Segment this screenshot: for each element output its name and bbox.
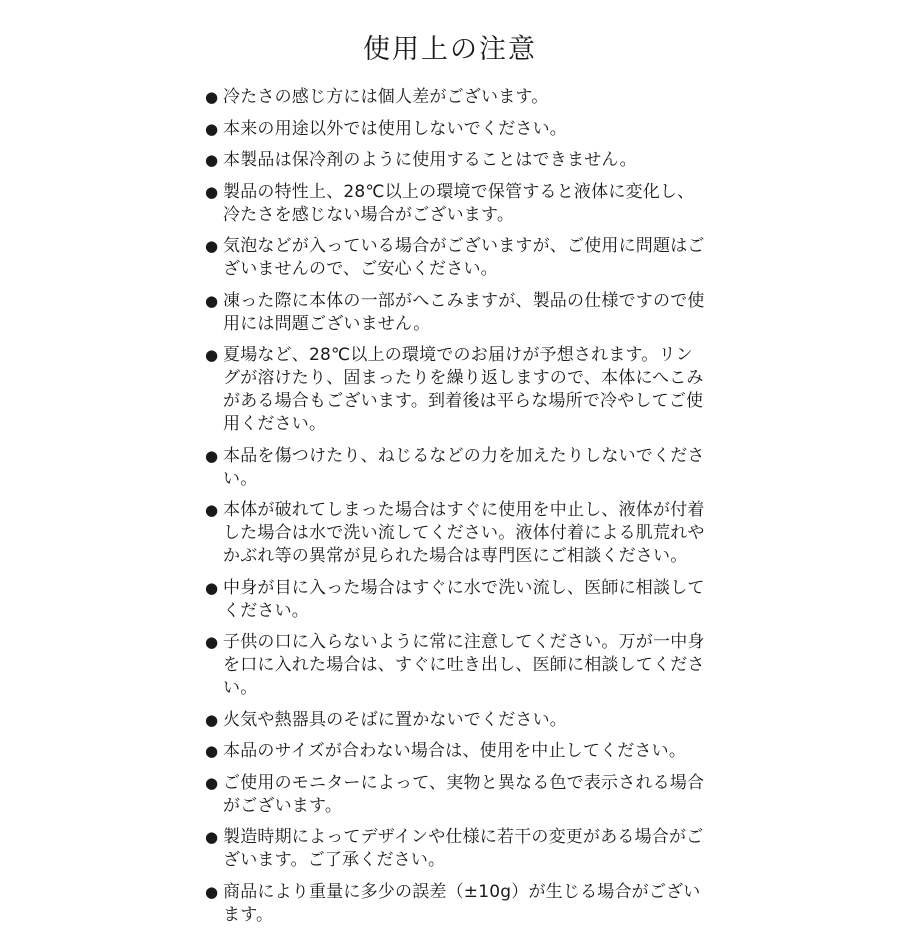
list-item [205, 499, 705, 568]
list-item [205, 290, 705, 336]
list-item [205, 631, 705, 700]
list-item [205, 149, 705, 172]
list-item [205, 772, 705, 818]
note-text: 凍った際に本体の一部がへこみますが、製品の仕様ですので使用には問題ございません。 [223, 290, 705, 334]
note-text: 気泡などが入っている場合がございますが、ご使用に問題はございませんので、ご安心ください。 [223, 236, 705, 279]
precautions-list [205, 86, 705, 935]
list-item [205, 344, 705, 436]
list-item [205, 235, 705, 281]
note-text: 製造時期によってデザインや仕様に若干の変更がある場合がございます。ご了承ください。 [223, 827, 704, 870]
bullet-icon: ● [205, 291, 219, 310]
note-text: 本品のサイズが合わない場合は、使用を中止してください。 [223, 741, 687, 761]
note-text: 冷たさの感じ方には個人差がございます。 [223, 87, 549, 107]
note-text: ご使用のモニターによって、実物と異なる色で表示される場合がございます。 [223, 772, 705, 816]
note-text: 製品の特性上、28℃以上の環境で保管すると液体に変化し、冷たさを感じない場合がございます。 [223, 181, 695, 225]
list-item [205, 881, 705, 927]
bullet-icon: ● [205, 346, 219, 364]
bullet-icon: ● [205, 773, 219, 792]
page-title: 使用上の注意 [363, 34, 537, 65]
bullet-icon: ● [205, 882, 219, 901]
bullet-icon: ● [205, 446, 219, 465]
bullet-icon: ● [205, 501, 219, 519]
list-item [205, 826, 705, 872]
bullet-icon: ● [205, 88, 219, 106]
bullet-icon: ● [205, 633, 219, 651]
bullet-icon: ● [205, 710, 219, 729]
bullet-icon: ● [205, 578, 219, 597]
note-text: 本製品は保冷剤のように使用することはできません。 [223, 150, 637, 170]
note-text: 本来の用途以外では使用しないでください。 [223, 118, 567, 139]
note-text: 本品を傷つけたり、ねじるなどの力を加えたりしないでください。 [223, 445, 705, 489]
bullet-icon: ● [205, 182, 219, 201]
bullet-icon: ● [205, 151, 219, 169]
list-item [205, 445, 705, 491]
bullet-icon: ● [205, 119, 219, 138]
list-item [205, 577, 705, 623]
bullet-icon: ● [205, 828, 219, 846]
note-text: 商品により重量に多少の誤差（±10g）が生じる場合がございます。 [223, 881, 701, 925]
list-item [205, 740, 705, 763]
list-item [205, 709, 705, 732]
bullet-icon: ● [205, 742, 219, 760]
list-item [205, 118, 705, 141]
list-item [205, 86, 705, 109]
list-item [205, 181, 705, 227]
note-text: 中身が目に入った場合はすぐに水で洗い流し、医師に相談してください。 [223, 577, 705, 621]
note-text: 本体が破れてしまった場合はすぐに使用を中止し、液体が付着した場合は水で洗い流してください。液体付着による肌荒れやかぶれ等の異常が見られた場合は専門医にご相談ください。 [223, 500, 705, 566]
note-text: 子供の口に入らないように常に注意してください。万が一中身を口に入れた場合は、すぐに吐き出し、医師に相談してください。 [223, 632, 705, 698]
note-text: 火気や熱器具のそばに置かないでください。 [223, 709, 567, 730]
note-text: 夏場など、28℃以上の環境でのお届けが予想されます。リングが溶けたり、固まったりを繰り返しますので、本体にへこみがある場合もございます。到着後は平らな場所で冷やしてご使用ください。 [223, 345, 704, 434]
bullet-icon: ● [205, 237, 219, 255]
